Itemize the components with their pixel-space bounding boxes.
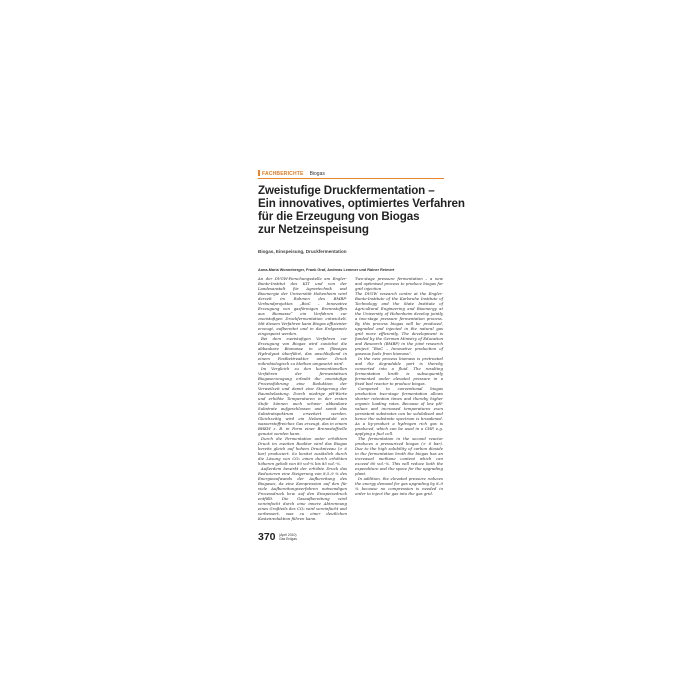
paragraph: Im Vergleich zu den konventionellen Verfahren der fermentativen Biogaserzeugung erlaubt die zweistufige Prozessführung eine Reduktion der Verweilzeit und damit eine Steigerung der Raumbelastung. Durch niedrige pH-Werte und erhöhte Temperaturen in der ersten Stufe können auch schwer abbaubare Substrate aufgeschlossen und somit das Substratspektrum erweitert werden. Gleichzeitig wird ein Nebenprodukt ein wasserstoffreiches Gas erzeugt, das in einem BHKW z. B. in Form einer Brennstoffzelle genutzt werden kann. bbox=[258, 366, 347, 436]
paragraph: Durch die Fermentation unter erhöhtem Druck im zweiten Reaktor wird das Biogas bereits gleich auf hohem Druckniveau (> 6 bar) produziert. So besitzt zusätzlich durch die Lösung von CO₂ einen durch erhöhten höheren gehalt von 80 vol-% bis 85 vol.-%. bbox=[258, 436, 347, 466]
keywords: Biogas, Einspeisung, Druckfermentation bbox=[258, 249, 347, 254]
paragraph: In addition, the elevated pressure reduces the energy demand for gas upgrading by 8–9 % because no compression is needed in order to inject the gas into the gas grid. bbox=[355, 476, 443, 496]
rubric-divider bbox=[258, 178, 444, 179]
section-rubric bbox=[258, 170, 444, 178]
paragraph: In the new process biomass is pretreated and the degradable part is thereby converted into a fluid. The resulting fermentation broth is subsequently fermented under elevated pressure in a fixed bed reactor to produce biogas. bbox=[355, 356, 443, 386]
abstract-english bbox=[355, 276, 443, 496]
title-line: für die Erzeugung von Biogas bbox=[258, 210, 420, 223]
journal-info bbox=[279, 533, 297, 541]
paragraph: Außerdem bewirkt der erhöhte Druck das Reduzieren eine Steigerung von 8,5–9 % des Energieaufwands der Aufbereitung des Biogases, da eine Kompression auf den für viele Aufbereitungsverfahren notwendigen Prozessdruck bzw. auf den Einspeisedruck entfällt. Die Gasaufbereitung wird vereinfacht durch eine innere Abtrennung eines Großteils des CO₂ wird vereinfacht und verbessert, was zu einer deutlichen Kostenreduktion führen kann. bbox=[258, 466, 347, 521]
article-title bbox=[258, 184, 465, 236]
journal-name: Gas Erdgas bbox=[279, 537, 297, 541]
paragraph: Bei dem zweistufigen Verfahren zur Erzeugung von Biogas wird zunächst die abbaubare Biomasse in ein flüssiges Hydrolysat überführt, das anschließend in einem Festbettreaktor unter Druck mikrobiologisch zu Methan umgesetzt wird. bbox=[258, 336, 347, 366]
journal-date: (April 2010) bbox=[279, 533, 297, 537]
title-line: zur Netzeinspeisung bbox=[258, 223, 369, 236]
title-line: Ein innovatives, optimiertes Verfahren bbox=[258, 197, 465, 210]
title-line: Zweistufige Druckfermentation – bbox=[258, 184, 435, 197]
paragraph: An der DVGW-Forschungsstelle am Engler-Bunte-Institut des KIT und von der Landesanstalt für Agrartechnik und Bioenergie der Universität Hohenheim wird derzeit im Rahmen des BMBF-Verbundprojektes „BioC – Innovative Erzeugung von gasförmigen Brennstoffen aus Biomasse“ ein Verfahren zur zweistufigen Druckfermentation entwickelt. Mit diesem Verfahren kann Biogas effizienter erzeugt, aufbereitet und in das Erdgasnetz eingespeist werden. bbox=[258, 276, 347, 336]
page-number: 370 bbox=[258, 531, 276, 543]
abstract-german bbox=[258, 276, 347, 521]
authors: Anna-Maria Wonneberger, Frank Graf, Andreas Lemmer und Rainer Reimert bbox=[258, 268, 395, 272]
paragraph: The fermentation in the second reactor produces a pressurized biogas (> 6 bar). Due to the high solubility of carbon dioxide in the fermentation broth the biogas has an increased methane content which can exceed 80 vol.-%. This will reduce both the expenditure and the space for the upgrading plant. bbox=[355, 436, 443, 476]
rubric-bar bbox=[258, 170, 260, 176]
rubric-section: FACHBERICHTE bbox=[262, 171, 304, 177]
paragraph: The DVGW research centre at the Engler-Bunte-Institute of the Karlsruhe Institute of Technology and the State Institute of Agricultural Engineering and Bioenergy at the University of Hohenheim develop jointly a two-stage pressure fermentation process. By this process biogas will be produced, upgraded and injected in the natural gas grid more efficiently. The development is funded by the German Ministry of Education and Research (BMBF) in the joint research project “BioC – Innovative production of gaseous fuels from biomass”. bbox=[355, 291, 443, 356]
rubric-subsection: Biogas bbox=[309, 171, 325, 177]
paragraph: Compared to conventional biogas production two-stage fermentation allows shorter retention times and thereby higher organic loading rates. Because of low pH-values and increased temperatures even persistent substrates can be solubilised and hence the substrate spectrum is broadened. As a by-product a hydrogen rich gas is produced, which can be used in a CHP, e.g. applying a fuel cell. bbox=[355, 386, 443, 436]
english-title: Two-stage pressure fermentation – a new and optimised process to produce biogas for grid injection bbox=[355, 276, 443, 291]
